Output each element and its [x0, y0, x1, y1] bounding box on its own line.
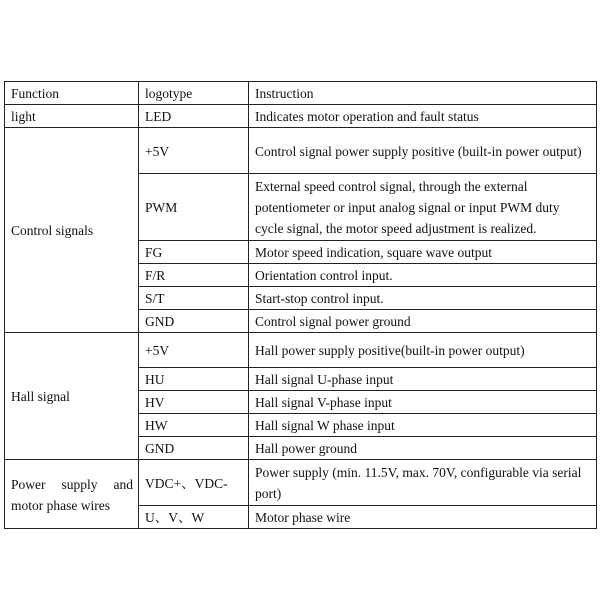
header-function: Function: [5, 82, 139, 105]
logotype-cell: HW: [139, 414, 249, 437]
header-instruction: Instruction: [249, 82, 597, 105]
logotype-cell: +5V: [139, 333, 249, 368]
table-row: [5, 460, 597, 506]
instruction-cell: Hall signal W phase input: [249, 414, 597, 437]
function-cell-light: light: [5, 105, 139, 128]
logotype-cell: PWM: [139, 174, 249, 241]
instruction-cell: Hall signal U-phase input: [249, 368, 597, 391]
specification-table: [4, 81, 597, 529]
table-row: [5, 105, 597, 128]
instruction-cell: Indicates motor operation and fault status: [249, 105, 597, 128]
logotype-cell: HV: [139, 391, 249, 414]
logotype-cell: F/R: [139, 264, 249, 287]
instruction-cell: Start-stop control input.: [249, 287, 597, 310]
instruction-cell: Hall power supply positive(built-in power output): [249, 333, 597, 368]
header-logotype: logotype: [139, 82, 249, 105]
logotype-cell: GND: [139, 437, 249, 460]
instruction-cell: Motor speed indication, square wave output: [249, 241, 597, 264]
table-row: [5, 128, 597, 174]
instruction-cell: Hall power ground: [249, 437, 597, 460]
logotype-cell: GND: [139, 310, 249, 333]
logotype-cell: +5V: [139, 128, 249, 174]
table-header-row: [5, 82, 597, 105]
instruction-cell: Control signal power supply positive (built-in power output): [249, 128, 597, 174]
logotype-cell: S/T: [139, 287, 249, 310]
table-row: [5, 333, 597, 368]
instruction-cell: Orientation control input.: [249, 264, 597, 287]
function-cell-control-signals: Control signals: [5, 128, 139, 333]
instruction-cell: Power supply (min. 11.5V, max. 70V, configurable via serial port): [249, 460, 597, 506]
instruction-cell: Control signal power ground: [249, 310, 597, 333]
instruction-cell: External speed control signal, through the external potentiometer or input analog signal or input PWM duty cycle signal, the motor speed adjustment is realized.: [249, 174, 597, 241]
logotype-cell: LED: [139, 105, 249, 128]
logotype-cell: U、V、W: [139, 506, 249, 529]
logotype-cell: FG: [139, 241, 249, 264]
logotype-cell: VDC+、VDC-: [139, 460, 249, 506]
logotype-cell: HU: [139, 368, 249, 391]
function-cell-hall-signal: Hall signal: [5, 333, 139, 460]
instruction-cell: Motor phase wire: [249, 506, 597, 529]
instruction-cell: Hall signal V-phase input: [249, 391, 597, 414]
function-cell-power-supply: Power supply and motor phase wires: [5, 460, 139, 529]
